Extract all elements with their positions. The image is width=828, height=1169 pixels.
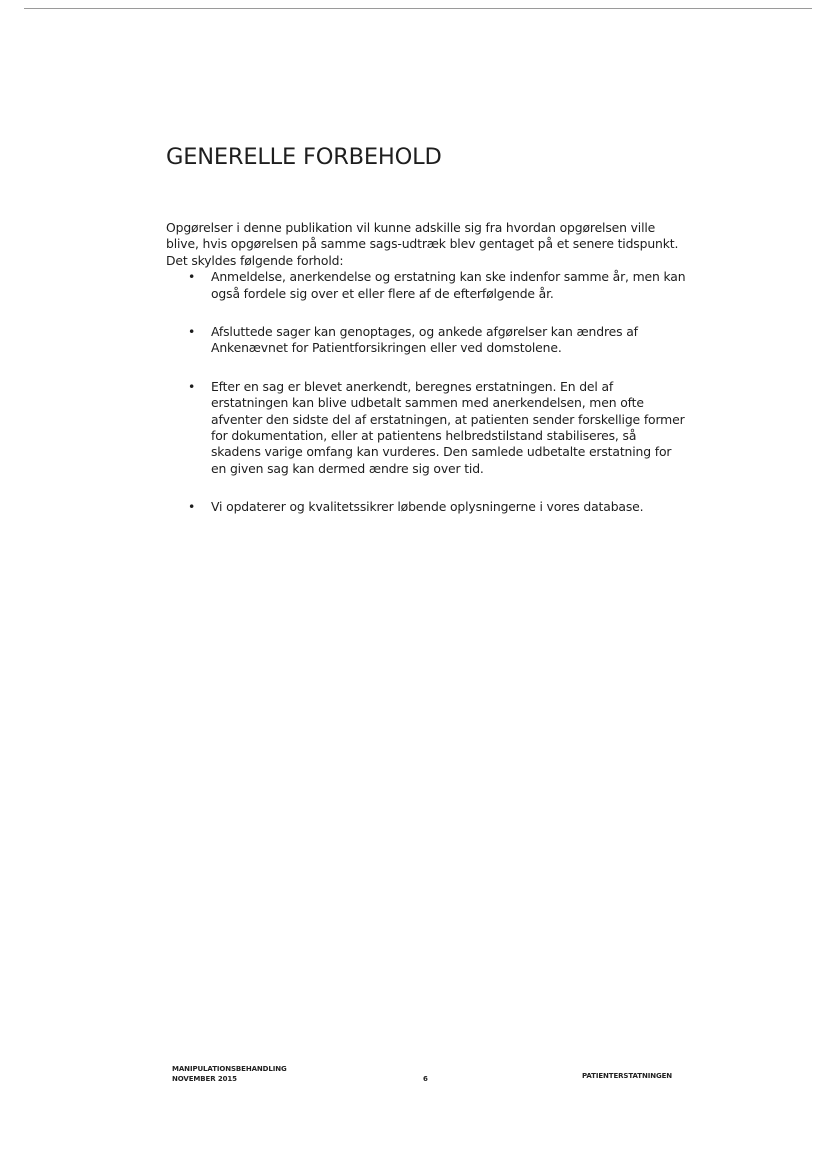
- top-rule: [24, 8, 812, 9]
- list-item-text: Efter en sag er blevet anerkendt, beregnes erstatningen. En del af erstatningen kan blive udbetalt sammen med anerkendelsen, men ofte afventer den sidste del af erstatningen, at patienten sender forskellige former for dokumentation, eller at patientens helbredstilstand stabiliseres, så skadens varige omfang kan vurderes. Den samlede udbetalte erstatning for en given sag kan dermed ændre sig over tid.: [211, 378, 685, 476]
- bullet-icon: •: [188, 269, 196, 285]
- footer-publication: MANIPULATIONSBEHANDLING: [172, 1065, 287, 1073]
- list-item: [166, 324, 686, 357]
- footer-publication-info: [172, 1064, 287, 1084]
- list-item: [166, 379, 686, 477]
- footer-organization: PATIENTERSTATNINGEN: [582, 1072, 673, 1080]
- page-number: 6: [423, 1075, 428, 1083]
- bullet-icon: •: [188, 378, 196, 394]
- document-body: [166, 220, 686, 538]
- list-item: [166, 269, 686, 302]
- page-title: GENERELLE FORBEHOLD: [166, 144, 442, 170]
- list-item-text: Vi opdaterer og kvalitetssikrer løbende oplysningerne i vores database.: [211, 499, 644, 515]
- bullet-icon: •: [188, 324, 196, 340]
- list-item-text: Anmeldelse, anerkendelse og erstatning kan ske indenfor samme år, men kan også fordele sig over et eller flere af de efterfølgende år.: [211, 269, 686, 301]
- bullet-list: [166, 269, 686, 515]
- list-item-text: Afsluttede sager kan genoptages, og ankede afgørelser kan ændres af Ankenævnet for Patientforsikringen eller ved domstolene.: [211, 324, 638, 356]
- intro-paragraph: Opgørelser i denne publikation vil kunne adskille sig fra hvordan opgørelsen ville blive, hvis opgørelsen på samme sags-udtræk blev gentaget på et senere tidspunkt. Det skyldes følgende forhold:: [166, 220, 679, 268]
- footer-date: NOVEMBER 2015: [172, 1075, 237, 1083]
- list-item: [166, 499, 686, 515]
- bullet-icon: •: [188, 499, 196, 515]
